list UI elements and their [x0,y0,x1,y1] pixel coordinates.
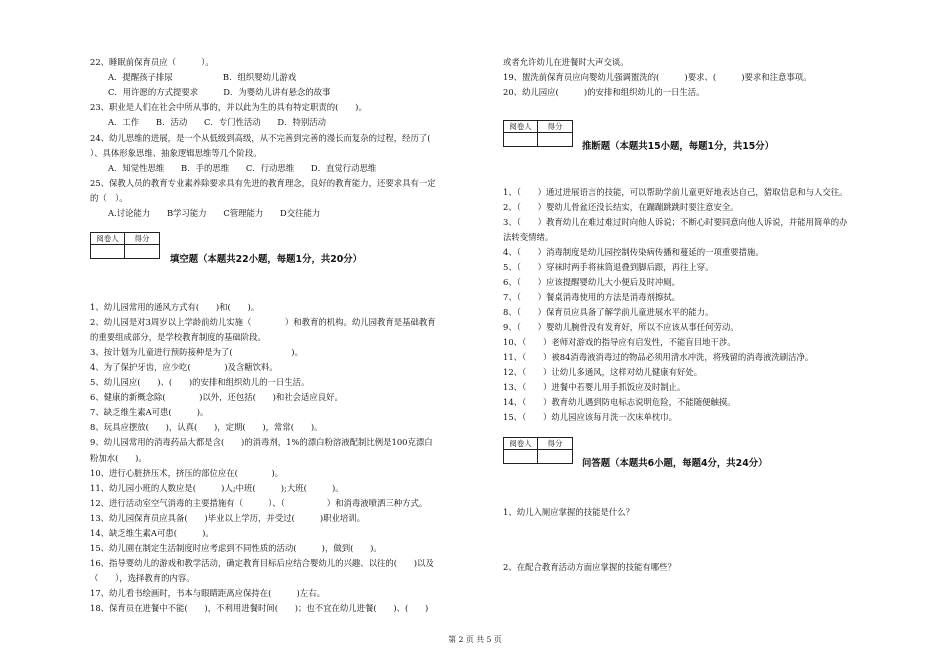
text-line: 1、幼儿园常用的通风方式有( )和( )。 [90,302,260,312]
text-line: 9、幼儿园常用的消毒药品大都是含( )的消毒剂，1%的漂白粉溶液配制比例是100克漂白 [90,437,433,448]
text-line: 15、幼儿園在制定生活制度时应考虑到不同性质的活动( )，做到( )。 [90,542,382,553]
text-line: 的（ ）。 [90,192,128,203]
score-box-judge [503,120,573,147]
text-line: 18、保育员在进餐中不能( )，不利用进餐时间( )；也不宜在幼儿进餐( )、( ) [90,603,429,613]
page-footer: 第 2 页 共 5 页 [448,635,502,644]
score-label: 得分 [125,233,159,245]
text-line: A．知觉性思维 B．手的思维 C．行动思维 D．直觉行动思维 [108,162,377,173]
text-line: A.讨论能力 B学习能力 C管理能力 D交往能力 [108,208,321,218]
text-line: 12、（ ）让幼儿多通风，这样对幼儿健康有好处。 [503,367,703,377]
text-line: 10、进行心脏挤压术，挤压的部位应在( )。 [90,467,284,478]
grader-cell [91,245,125,258]
score-cell [538,133,572,146]
text-line: 2、（ ）婴幼儿骨盆还没长结实，在蹦蹦跳跳时要注意安全。 [503,202,739,212]
text-line: 8、（ ）保育员应具备了解学前儿童进展水平的能力。 [503,307,714,317]
grader-label: 阅卷人 [91,233,125,245]
text-line: 9、（ ）婴幼儿腕骨没有发育好，所以不应该从事任何劳动。 [503,322,739,332]
grader-label: 阅卷人 [504,438,538,450]
text-line: 12、进行活动室空气消毒的主要措施有（ ）、（ ）和消毒液喷洒三种方式。 [90,497,428,508]
text-line: 法转变情绪。 [503,232,554,242]
text-line: （ ），选择教育的内容。 [90,572,195,583]
score-cell [125,245,159,258]
text-line: 15、（ ）幼儿园应该每月洗一次床单枕巾。 [503,412,677,422]
text-line: 粉加水( )。 [90,452,147,463]
text-line: 13、幼儿园保育员应具备( )毕业以上学历，并受过( )职业培训。 [90,512,365,523]
text-line: 4、为了保护牙齿，应少吃( )及含糖饮料。 [90,362,278,373]
text-line: 7、缺乏维生素A可患( )。 [90,407,209,418]
text-line: 16、指导婴幼儿的游戏和教学活动，确定教育目标后应结合婴幼儿的兴趣、以往的( )以及 [90,557,434,568]
text-line: 14、（ ）教育幼儿遇到防电标志说明危险，不能随便触摸。 [503,397,736,407]
question-line: 2、在配合教育活动方面应掌握的技能有哪些？ [503,562,676,572]
text-line: 5、幼儿园应( )、( )的安排和组织幼儿的一日生活。 [90,377,310,388]
text-line: 17、幼儿看书绘画时，书本与眼睛距离应保持在( )左右。 [90,587,325,598]
text-line: 3、按计划为儿童进行预防接种是为了( )。 [90,347,303,358]
text-line: C．用许愿的方式提要求 D．为婴幼儿讲有悬念的故事 [108,87,331,98]
text-line: 的重要组成部分，是学校教育制度的基础阶段。 [90,332,266,343]
text-line: 10、（ ）老师对游戏的指导应有启发性，不能盲目地干涉。 [503,337,736,347]
text-line: 20、幼儿园应( )的安排和组织幼儿的一日生活。 [503,87,705,98]
text-line: 6、（ ）应该提醒婴幼儿大小便后及时冲厕。 [503,277,681,287]
section-title-qa: 问答题（本题共6小题，每题4分，共24分） [582,458,768,469]
score-box-fill [90,232,160,259]
text-line: 3、（ ）教育幼儿在难过难过时向他人诉说；不断心时要同意向他人诉说，并能用简单的办 [503,217,848,227]
score-box-qa [503,437,573,464]
text-line: A．工作 B．活动 C．专门性活动 D．特别活动 [108,117,326,128]
grader-cell [504,450,538,463]
score-cell [538,450,572,463]
text-line: 11、（ ）被84消毒液消毒过的物品必须用清水冲洗，将残留的消毒液洗刷洁净。 [503,352,814,362]
text-line: 或者允许幼儿在进餐时大声交谈。 [503,57,629,67]
text-line: 2、幼儿园是对3周岁以上学龄前幼儿实施（ ）和教育的机构。幼儿园教育是基础教育 [90,317,436,328]
text-line: 4、（ ）消毒制度是幼儿园控制传染病传播和蔓延的一项重要措施。 [503,247,764,257]
text-line: 6、健康的新概念除( )以外，还包括( )和社会适应良好。 [90,392,343,403]
score-label: 得分 [538,438,572,450]
score-label: 得分 [538,121,572,133]
text-line: 14、缺乏维生素A可患( )。 [90,527,214,538]
text-line: 23、职业是人们在社会中所从事的，并以此为生的具有特定职责的( )。 [90,102,367,113]
text-line: 22、睡眠前保育员应（ ）。 [90,57,214,67]
grader-label: 阅卷人 [504,121,538,133]
text-line: 7、（ ）餐桌消毒使用的方法是消毒剂擦拭。 [503,292,681,302]
text-line: 24、幼儿思维的进展，是一个从低级到高级，从不完善到完善的漫长而复杂的过程，经历了( [90,132,431,143]
question-line: 1、幼儿入厕应掌握的技能是什么？ [503,507,634,517]
grader-cell [504,133,538,146]
text-line: A．提醒孩子排尿 B．组织婴幼儿游戏 [108,72,297,83]
section-title-judge: 推断题（本题共15小题，每题1分，共15分） [582,141,774,152]
text-line: 13、（ ）进餐中若婴儿用手抓饭应及时制止。 [503,382,686,392]
text-line: 5、（ ）穿袜时两手将袜筒退叠到脚后跟，再往上穿。 [503,262,714,272]
text-line: ）、具体形象思维、抽象逻辑思维等几个阶段。 [90,147,262,158]
text-line: 1、（ ）通过进展语言的技能，可以帮助学前儿童更好地表达自己，猎取信息和与人交往。 [503,187,848,197]
text-line: 25、保教人员的教育专业素养除要求具有先进的教育理念，良好的教育能力，还要求具有一定 [90,177,436,188]
text-line: 19、盥洗前保育员应向婴幼儿强调盥洗的( )要求、( )要求和注意事项。 [503,72,812,83]
section-title-fill: 填空题（本题共22小题，每题1分，共20分） [170,254,362,265]
text-line: 8、玩具应摆放( )，认真( )，定期( )，常常( )。 [90,422,323,433]
text-line: 11、幼儿园小班的人数应是( )人;中班( );大班( )。 [90,482,344,493]
